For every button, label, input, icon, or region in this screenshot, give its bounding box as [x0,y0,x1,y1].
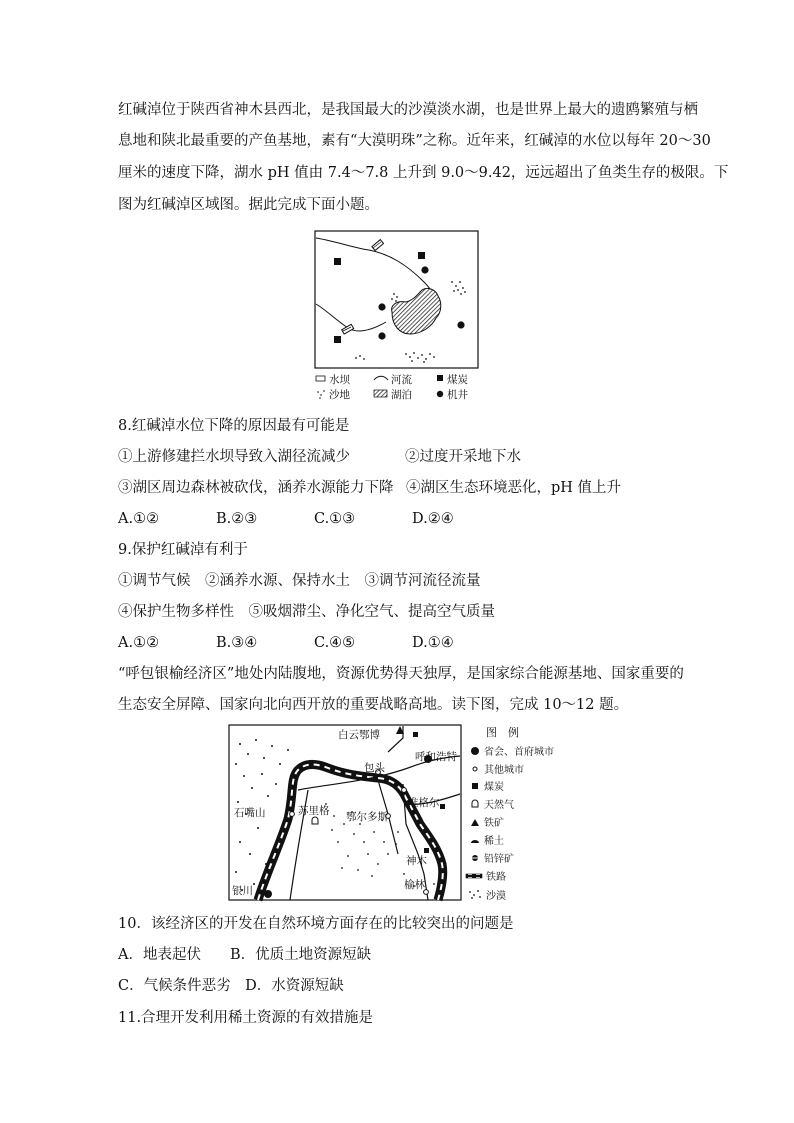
label-sulige: 苏里格 [298,805,330,817]
q8-statement-2: ②过度开采地下水 [405,449,521,465]
well-icon [378,303,385,310]
q9-option-b[interactable]: B.③④ [216,635,258,651]
coal-icon [440,804,445,809]
sand-legend-icon [317,390,325,399]
q8-statement-3: ③湖区周边森林被砍伐，涵养水源能力下降 [118,480,394,496]
q9-option-d[interactable]: D.①④ [412,635,454,651]
capital-legend-icon [471,747,479,755]
q8-option-d[interactable]: D.②④ [412,511,454,527]
legend-leadzinc: 铅锌矿 [484,854,514,865]
well-icon [421,266,428,273]
legend-well: 机井 [447,389,468,401]
intro2-line-1: “呼包银榆经济区”地处内陆腹地，资源优势得天独厚，是国家综合能源基地、国家重要的 [118,666,684,682]
intro1-line-2: 息地和陕北最重要的产鱼基地，素有“大漠明珠”之称。近年来，红碱淖的水位以每年 20～30 [118,133,711,149]
zhungeer-city-icon [402,788,407,793]
q8-statement-1: ①上游修建拦水坝导致入湖径流减少 [118,449,350,465]
q8-option-b[interactable]: B.②③ [216,511,258,527]
legend-capital: 省会、首府城市 [484,747,554,758]
map2-legend [466,725,554,902]
q9-statements-row-1: ①调节气候 ②涵养水源、保持水土 ③调节河流径流量 [118,573,481,589]
q9-option-c[interactable]: C.④⑤ [314,635,356,651]
q10-options-row-2[interactable]: C．气候条件恶劣 D．水资源短缺 [118,978,344,994]
coal-icon [334,336,341,343]
legend-rail: 铁路 [486,872,506,883]
intro1-line-3: 厘米的速度下降，湖水 pH 值由 7.4～7.8 上升到 9.0～9.42，远远超出了鱼类生存的极限。下 [118,165,729,181]
rail-legend-icon [466,874,482,878]
intro1-line-4: 图为红碱淖区域图。据此完成下面小题。 [118,197,379,213]
q10-options-row-1[interactable]: A．地表起伏 B．优质土地资源短缺 [118,947,372,963]
gas-icon [312,817,318,824]
well-legend-icon [437,391,443,397]
legend-iron: 铁矿 [484,818,504,829]
coal-legend-icon [472,783,478,789]
legend-coal: 煤炭 [447,374,468,386]
q9-statements-row-2: ④保护生物多样性 ⑤吸烟滞尘、净化空气、提高空气质量 [118,604,495,620]
label-ordos: 鄂尔多斯 [346,811,388,823]
legend-gas: 天然气 [484,800,514,811]
q9-stem: 9.保护红碱淖有利于 [118,542,248,558]
hongjiannao-map [314,230,480,402]
label-yulin: 榆林 [404,879,425,891]
city-legend-icon [473,767,477,771]
label-hohhot: 呼和浩特 [415,751,457,763]
lake-legend-icon [374,390,387,397]
yinchuan-city-icon [264,890,272,898]
well-icon [457,321,464,328]
rare-earth-legend-icon [471,840,479,843]
desert-legend-icon [469,890,481,899]
legend-river: 河流 [391,374,412,386]
economic-zone-map [228,724,558,902]
legend-lake: 湖泊 [391,389,412,401]
q10-stem: 10．该经济区的开发在自然环境方面存在的比较突出的问题是 [118,916,514,932]
legend-title: 图 例 [486,726,519,739]
coal-icon [418,252,425,259]
coal-icon [413,732,418,737]
label-yinchuan: 银川 [232,885,253,897]
coal-icon [334,258,341,265]
iron-legend-icon [471,819,479,826]
legend-dam: 水坝 [329,374,350,386]
q9-option-a[interactable]: A.①② [118,635,160,651]
label-zhungeer: 准格尔 [408,797,440,809]
shizuishan-city-icon [290,812,295,817]
river-legend-icon [374,376,388,380]
legend-desert: 沙漠 [486,891,506,902]
gas-legend-icon [472,800,478,807]
intro1-line-1: 红碱淖位于陕西省神木县西北，是我国最大的沙漠淡水湖，也是世界上最大的遗鸥繁殖与栖 [118,102,698,118]
legend-coal: 煤炭 [484,782,504,793]
q8-stem: 8.红碱淖水位下降的原因最有可能是 [118,418,350,434]
legend-city: 其他城市 [484,765,524,776]
coal-icon [424,848,429,853]
label-shenmu: 神木 [406,855,427,867]
q8-statement-4: ④湖区生态环境恶化，pH 值上升 [406,480,622,496]
legend-sand: 沙地 [329,389,350,401]
lead-zinc-legend-icon [471,855,479,861]
well-icon [378,332,385,339]
q8-option-a[interactable]: A.①② [118,511,160,527]
dam-legend-icon [316,376,325,381]
label-baotou: 包头 [364,762,385,774]
label-shizuishan: 石嘴山 [234,807,266,819]
coal-legend-icon [437,375,443,381]
q11-stem: 11.合理开发利用稀土资源的有效措施是 [118,1010,374,1026]
label-baiyun: 白云鄂博 [338,729,380,741]
legend-rare: 稀土 [484,836,504,847]
q8-option-c[interactable]: C.①③ [314,511,356,527]
intro2-line-2: 生态安全屏障、国家向北向西开放的重要战略高地。读下图，完成 10～12 题。 [118,697,629,713]
